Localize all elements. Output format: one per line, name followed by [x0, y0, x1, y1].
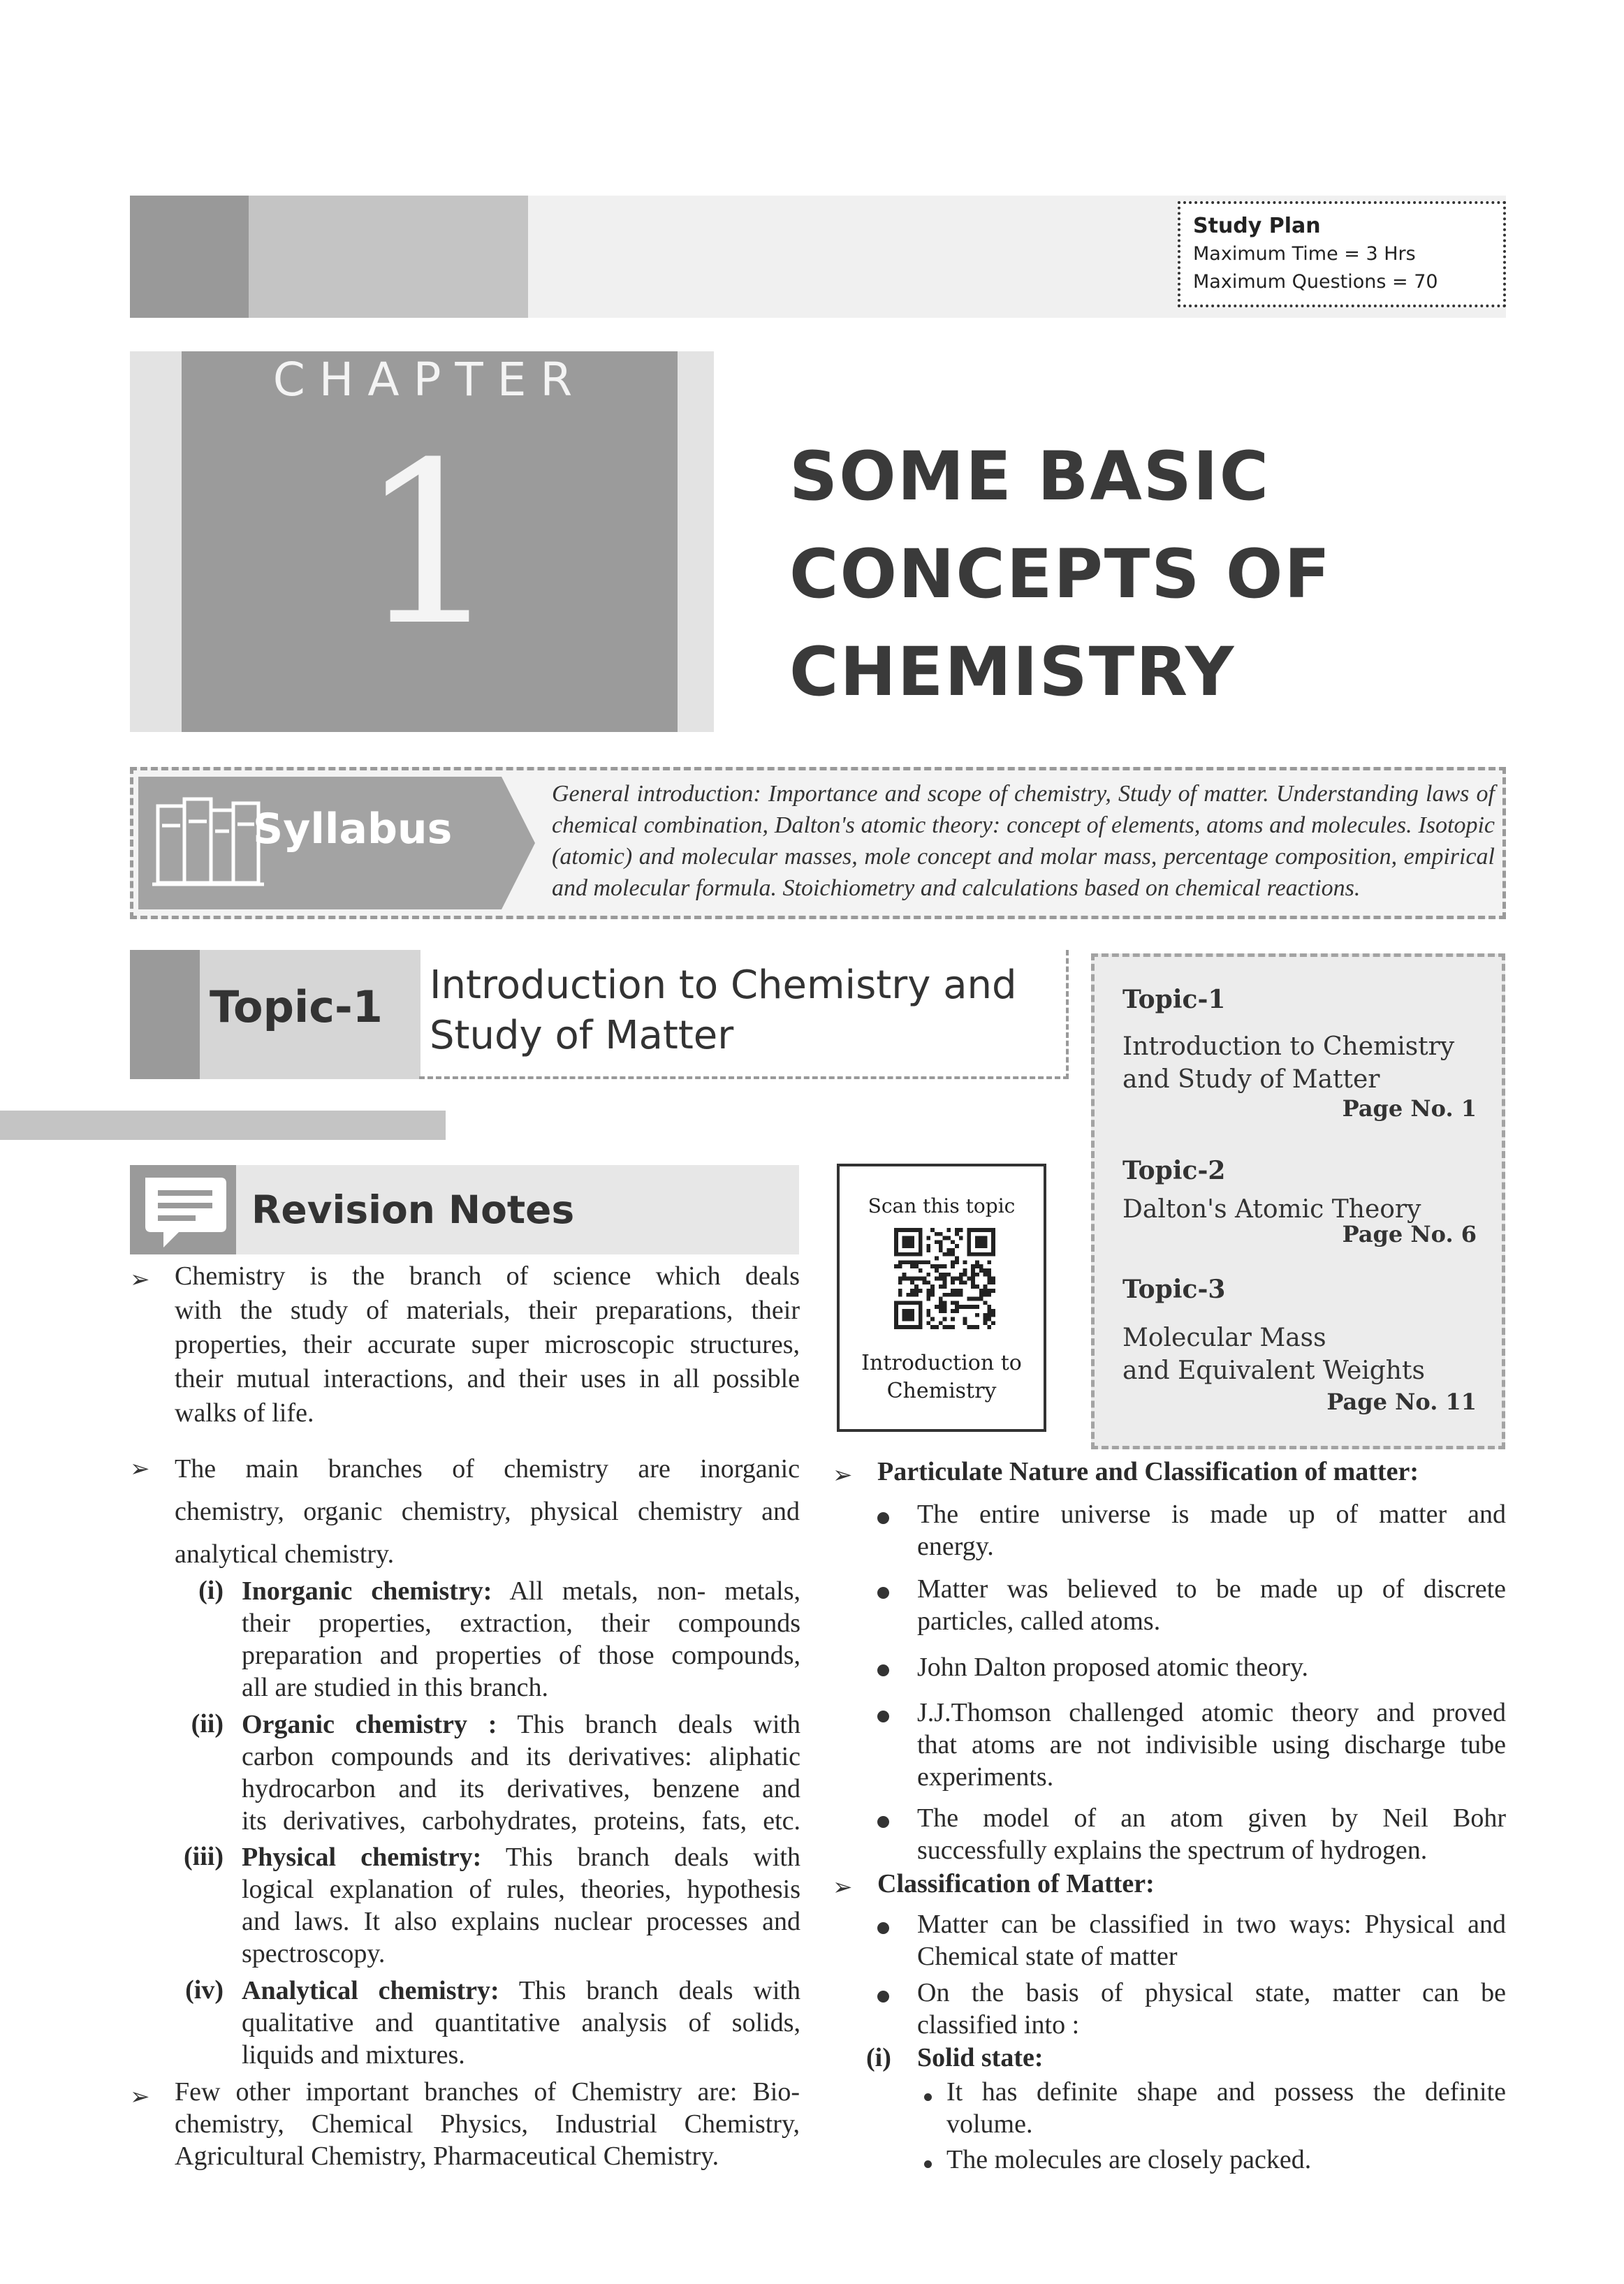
- bullet-text: [917, 1697, 1506, 1793]
- text-line: hydrocarbon and its derivatives, benzene and: [242, 1774, 800, 1803]
- bullet-dot-icon: [924, 2160, 932, 2168]
- text-line: their mutual interactions, and their uses in all possible: [175, 1364, 800, 1393]
- qr-caption-bottom: [840, 1349, 1044, 1405]
- text-line: successfully explains the spectrum of hydrogen.: [917, 1836, 1428, 1865]
- syllabus-label: Syllabus: [253, 805, 453, 854]
- list-number: (iii): [184, 1842, 224, 1871]
- topic-title-line: Introduction to Chemistry and: [430, 962, 1017, 1008]
- text-line: classified into :: [917, 2010, 1080, 2040]
- revision-notes-icon-box: [130, 1165, 236, 1254]
- topic-header-accent: [130, 950, 200, 1079]
- branch-physical: [242, 1841, 800, 1970]
- text-line: volume.: [946, 2109, 1033, 2139]
- index-page-number: Page No. 1: [1342, 1095, 1477, 1122]
- arrow-bullet-icon: ➢: [833, 1461, 853, 1489]
- index-topic-title-line: Introduction to Chemistry: [1122, 1032, 1455, 1061]
- note-icon: [130, 1165, 236, 1254]
- qr-code-box[interactable]: [837, 1164, 1046, 1432]
- text-line: Matter was believed to be made up of discrete: [917, 1574, 1506, 1604]
- text-line: properties, their accurate super microscopic structures,: [175, 1330, 800, 1359]
- qr-caption-line: Introduction to: [861, 1351, 1022, 1375]
- bullet-dot-icon: [877, 1664, 889, 1676]
- branch-inorganic: [242, 1575, 800, 1704]
- bullet-dot-icon: [877, 1922, 889, 1934]
- index-page-number: Page No. 6: [1342, 1221, 1477, 1247]
- text-span: This branch deals with: [505, 1843, 800, 1872]
- topic-title-line: Study of Matter: [430, 1013, 734, 1058]
- chapter-title: [789, 427, 1558, 721]
- index-page-number: Page No. 11: [1326, 1389, 1477, 1415]
- bullet-text: [946, 2143, 1506, 2177]
- bullet-dot-icon: [877, 1512, 889, 1524]
- chapter-title-line: SOME BASIC: [789, 437, 1271, 515]
- index-topic-title: [1122, 1030, 1454, 1096]
- bullet-dot-icon: [877, 1587, 889, 1599]
- header-band-mid: [249, 196, 528, 318]
- paragraph-other-branches: [175, 2076, 800, 2172]
- chapter-title-line: CHEMISTRY: [789, 633, 1236, 711]
- text-span: This branch deals with: [518, 1976, 800, 2005]
- topic-label: Topic-1: [210, 981, 383, 1032]
- bullet-text: [917, 1802, 1506, 1866]
- text-line: The entire universe is made up of matter and: [917, 1500, 1506, 1529]
- text-line: chemistry, Chemical Physics, Industrial Chemistry,: [175, 2109, 800, 2139]
- arrow-bullet-icon: ➢: [130, 1455, 150, 1483]
- text-line: all are studied in this branch.: [242, 1673, 548, 1702]
- branch-name: Organic chemistry :: [242, 1710, 497, 1739]
- text-line: On the basis of physical state, matter can be: [917, 1978, 1506, 2007]
- text-line: The main branches of chemistry are inorganic: [175, 1454, 800, 1484]
- index-topic-title: [1122, 1322, 1425, 1387]
- bullet-text: [917, 1650, 1506, 1685]
- branch-organic: [242, 1708, 800, 1837]
- branch-name: Analytical chemistry:: [242, 1976, 499, 2005]
- topic-title: [430, 960, 1017, 1061]
- text-line: Chemical state of matter: [917, 1942, 1178, 1971]
- study-plan-questions: Maximum Questions = 70: [1193, 271, 1438, 293]
- text-span: All metals, non- metals,: [509, 1576, 800, 1606]
- text-line: spectroscopy.: [242, 1939, 386, 1968]
- text-line: walks of life.: [175, 1398, 314, 1428]
- index-topic-title-line: Molecular Mass: [1122, 1324, 1326, 1352]
- text-line: liquids and mixtures.: [242, 2040, 465, 2070]
- study-plan-heading: Study Plan: [1193, 214, 1321, 238]
- branch-name: Inorganic chemistry:: [242, 1576, 492, 1606]
- paragraph-main-branches: [175, 1448, 800, 1576]
- text-line: [242, 1708, 800, 1741]
- text-line: preparation and properties of those compounds,: [242, 1641, 800, 1670]
- branch-analytical: [242, 1975, 800, 2071]
- syllabus-text: General introduction: Importance and scope of chemistry, Study of matter. Understanding laws of chemical combination, Dalton's atomic theory: concept of elements, atoms and molecules. Isotopic (atomic) and molecular masses, mole concept and molar mass, percentage composition, empirical and molecular formula. Stoichiometry and calculations based on chemical reactions.: [552, 781, 1495, 901]
- bullet-text: [946, 2076, 1506, 2140]
- text-line: [242, 1575, 800, 1607]
- arrow-bullet-icon: ➢: [130, 1266, 150, 1294]
- text-line: J.J.Thomson challenged atomic theory and proved: [917, 1698, 1506, 1727]
- text-line: Agricultural Chemistry, Pharmaceutical Chemistry.: [175, 2142, 719, 2171]
- section-heading-classification: Classification of Matter:: [877, 1869, 1155, 1898]
- bullet-text: [917, 1498, 1506, 1562]
- text-line: [242, 1975, 800, 2007]
- text-line: logical explanation of rules, theories, hypothesis: [242, 1875, 800, 1904]
- qr-caption-line: Chemistry: [886, 1379, 997, 1403]
- text-line: Chemistry is the branch of science which deals: [175, 1261, 800, 1291]
- text-span: This branch deals with: [517, 1710, 800, 1739]
- text-line: its derivatives, carbohydrates, proteins, fats, etc.: [242, 1806, 800, 1836]
- text-line: [242, 1841, 800, 1873]
- solid-state-heading: Solid state:: [917, 2043, 1044, 2072]
- index-topic-heading: Topic-3: [1122, 1275, 1226, 1304]
- chapter-title-line: CONCEPTS OF: [789, 535, 1332, 613]
- text-line: It has definite shape and possess the definite: [946, 2077, 1506, 2107]
- bullet-dot-icon: [877, 1711, 889, 1722]
- paragraph-chemistry-definition: [175, 1259, 800, 1430]
- index-topic-title-line: and Study of Matter: [1122, 1065, 1380, 1094]
- bullet-text: [917, 1977, 1506, 2041]
- list-number: (i): [198, 1576, 224, 1605]
- revision-notes-label: Revision Notes: [251, 1187, 575, 1232]
- text-line: carbon compounds and its derivatives: aliphatic: [242, 1742, 800, 1771]
- text-line: Matter can be classified in two ways: Physical and: [917, 1910, 1506, 1939]
- text-line: experiments.: [917, 1762, 1054, 1792]
- list-number: (iv): [185, 1975, 224, 2005]
- text-line: with the study of materials, their preparations, their: [175, 1296, 800, 1325]
- list-number: (ii): [191, 1709, 224, 1738]
- text-line: Few other important branches of Chemistry are: Bio-: [175, 2077, 800, 2107]
- chapter-word: CHAPTER: [272, 353, 587, 407]
- section-divider: [0, 1111, 446, 1140]
- bullet-text: [917, 1573, 1506, 1637]
- bullet-dot-icon: [877, 1991, 889, 2003]
- study-plan-time: Maximum Time = 3 Hrs: [1193, 243, 1416, 265]
- text-line: qualitative and quantitative analysis of solids,: [242, 2008, 800, 2037]
- index-topic-heading: Topic-2: [1122, 1156, 1226, 1185]
- text-line: chemistry, organic chemistry, physical chemistry and: [175, 1497, 800, 1526]
- branch-name: Physical chemistry:: [242, 1843, 482, 1872]
- arrow-bullet-icon: ➢: [833, 1873, 853, 1901]
- index-topic-title-line: Dalton's Atomic Theory: [1122, 1195, 1421, 1224]
- text-line: The molecules are closely packed.: [946, 2145, 1312, 2174]
- chapter-number: 1: [358, 415, 501, 675]
- topic-index-box: [1091, 953, 1505, 1449]
- text-line: energy.: [917, 1532, 994, 1561]
- section-heading-particulate: Particulate Nature and Classification of matter:: [877, 1457, 1419, 1486]
- index-topic-heading: Topic-1: [1122, 985, 1226, 1014]
- text-line: their properties, extraction, their compounds: [242, 1609, 800, 1638]
- text-line: that atoms are not indivisible using discharge tube: [917, 1730, 1506, 1759]
- bullet-text: [917, 1908, 1506, 1972]
- text-line: particles, called atoms.: [917, 1606, 1161, 1636]
- index-topic-title-line: and Equivalent Weights: [1122, 1356, 1425, 1385]
- text-line: John Dalton proposed atomic theory.: [917, 1653, 1309, 1682]
- text-line: and laws. It also explains nuclear processes and: [242, 1907, 800, 1936]
- qr-caption-top: Scan this topic: [868, 1194, 1016, 1217]
- list-number: (i): [866, 2043, 891, 2072]
- arrow-bullet-icon: ➢: [130, 2083, 150, 2111]
- bullet-dot-icon: [877, 1816, 889, 1828]
- header-band-dark: [130, 196, 249, 318]
- qr-code-image[interactable]: [894, 1228, 995, 1329]
- bullet-dot-icon: [924, 2093, 932, 2101]
- text-line: analytical chemistry.: [175, 1539, 395, 1569]
- study-plan-box: [1178, 201, 1506, 307]
- text-line: The model of an atom given by Neil Bohr: [917, 1803, 1506, 1833]
